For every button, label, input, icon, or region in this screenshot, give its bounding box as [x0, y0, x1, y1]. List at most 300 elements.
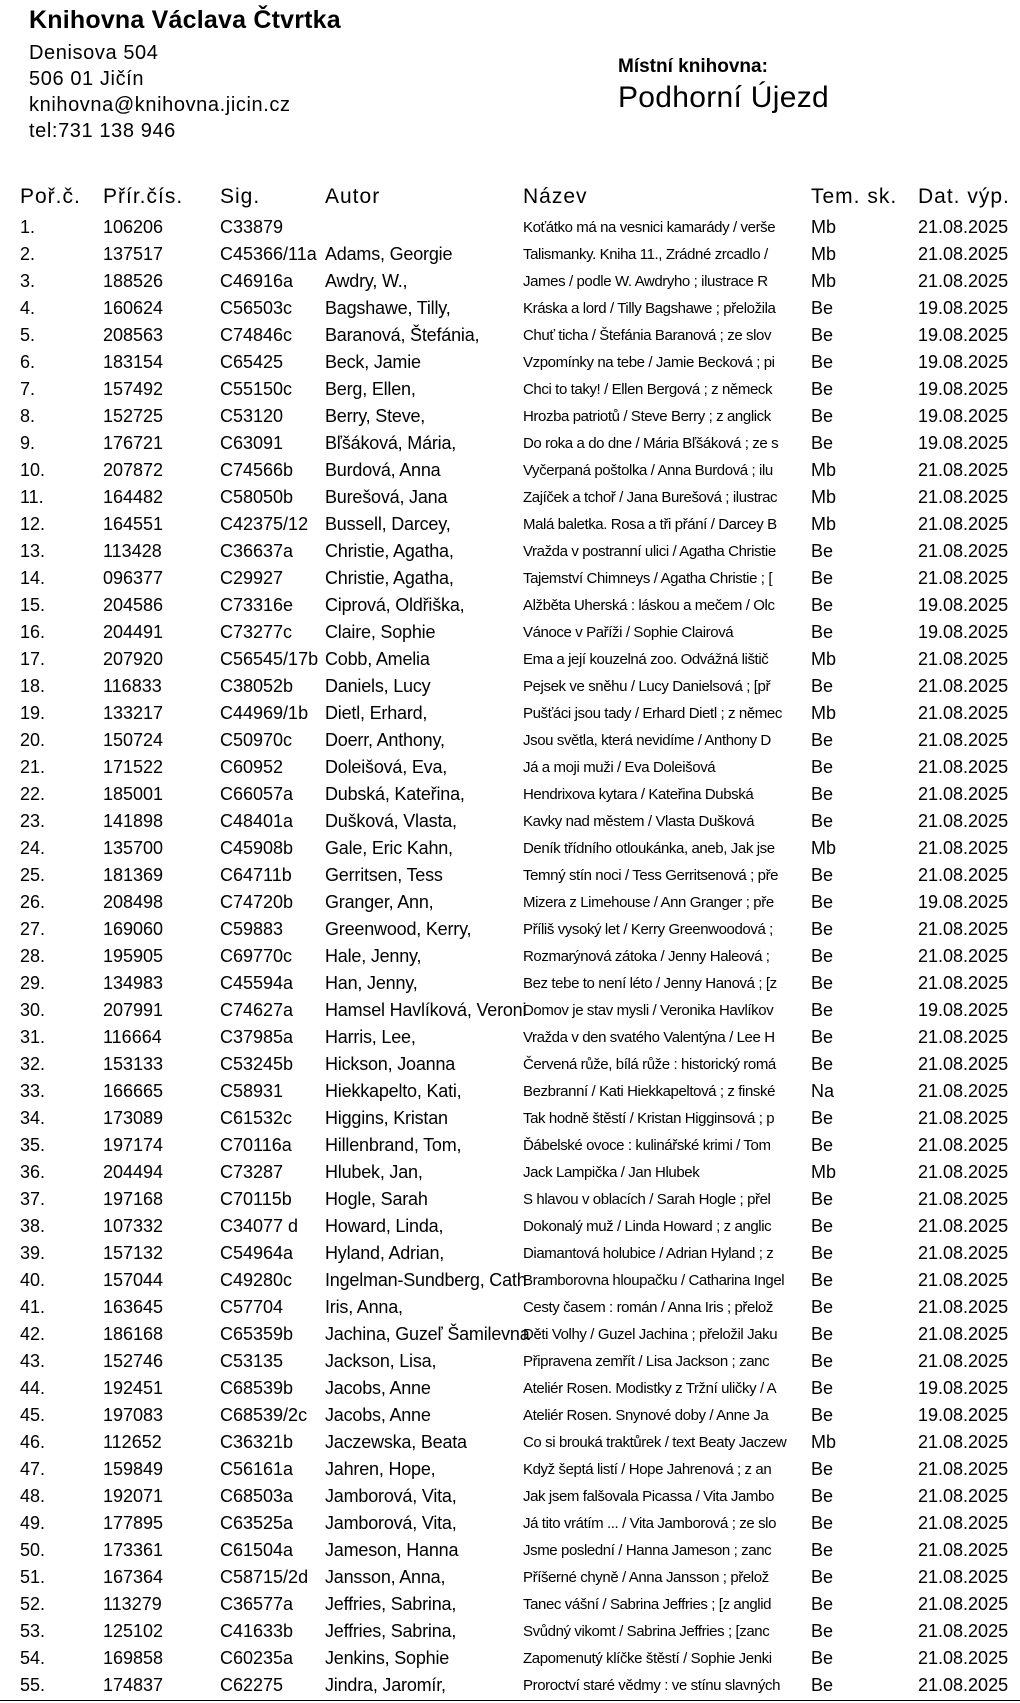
table-row — [0, 1430, 1020, 1457]
cell-pricis: 208563 — [103, 325, 164, 345]
cell-temsk: Be — [811, 865, 834, 885]
cell-nazev: Pušťáci jsou tady / Erhard Dietl ; z němec — [523, 705, 782, 722]
cell-porc: 40. — [20, 1270, 46, 1290]
cell-temsk: Na — [811, 1081, 835, 1101]
cell-temsk: Be — [811, 919, 834, 939]
cell-pricis: 192451 — [103, 1378, 164, 1398]
cell-temsk: Mb — [811, 1432, 837, 1452]
col-header-sig: Sig. — [220, 185, 261, 208]
cell-datvyp: 21.08.2025 — [918, 1108, 1009, 1128]
table-row — [0, 323, 1020, 350]
cell-nazev: Pejsek ve sněhu / Lucy Danielsová ; [př — [523, 678, 771, 695]
cell-pricis: 207920 — [103, 649, 164, 669]
cell-autor: Jackson, Lisa, — [325, 1351, 437, 1371]
cell-nazev: Diamantová holubice / Adrian Hyland ; z — [523, 1245, 774, 1262]
cell-datvyp: 21.08.2025 — [918, 1513, 1009, 1533]
cell-autor: Burešová, Jana — [325, 487, 448, 507]
cell-nazev: Domov je stav mysli / Veronika Havlíkov — [523, 1002, 774, 1019]
table-row — [0, 593, 1020, 620]
cell-temsk: Be — [811, 406, 834, 426]
table-row — [0, 269, 1020, 296]
cell-sig: C29927 — [220, 568, 284, 588]
cell-sig: C63525a — [220, 1513, 294, 1533]
cell-nazev: Malá baletka. Rosa a tři přání / Darcey B — [523, 516, 777, 533]
cell-sig: C57704 — [220, 1297, 284, 1317]
cell-sig: C68539/2c — [220, 1405, 308, 1425]
cell-porc: 51. — [20, 1567, 46, 1587]
cell-sig: C70116a — [220, 1135, 292, 1155]
table-row — [0, 1052, 1020, 1079]
cell-pricis: 113279 — [103, 1594, 162, 1614]
cell-temsk: Be — [811, 1513, 834, 1533]
cell-autor: Jachina, Guzeľ Šamilevna — [325, 1324, 530, 1344]
cell-porc: 54. — [20, 1648, 46, 1668]
cell-datvyp: 19.08.2025 — [918, 1378, 1009, 1398]
cell-porc: 25. — [20, 865, 46, 885]
cell-sig: C70115b — [220, 1189, 292, 1209]
cell-autor: Hillenbrand, Tom, — [325, 1135, 462, 1155]
table-row — [0, 998, 1020, 1025]
library-email: knihovna@knihovna.jicin.cz — [29, 94, 291, 116]
cell-pricis: 160624 — [103, 298, 164, 318]
cell-sig: C68503a — [220, 1486, 294, 1506]
cell-nazev: Kráska a lord / Tilly Bagshawe ; přeložila — [523, 300, 776, 317]
table-row — [0, 1403, 1020, 1430]
cell-temsk: Be — [811, 1540, 834, 1560]
cell-temsk: Mb — [811, 1162, 837, 1182]
cell-porc: 46. — [20, 1432, 46, 1452]
cell-sig: C62275 — [220, 1675, 284, 1695]
col-header-autor: Autor — [325, 185, 381, 208]
table-row — [0, 1457, 1020, 1484]
table-row — [0, 539, 1020, 566]
cell-pricis: 204494 — [103, 1162, 164, 1182]
cell-porc: 29. — [20, 973, 46, 993]
cell-porc: 3. — [20, 271, 36, 291]
table-row — [0, 863, 1020, 890]
cell-temsk: Be — [811, 325, 834, 345]
cell-porc: 16. — [20, 622, 46, 642]
cell-nazev: Ateliér Rosen. Modistky z Tržní uličky / A — [523, 1380, 777, 1397]
cell-sig: C61504a — [220, 1540, 294, 1560]
cell-nazev: Talismanky. Kniha 11., Zrádné zrcadlo / — [523, 246, 768, 263]
cell-porc: 17. — [20, 649, 46, 669]
cell-sig: C56503c — [220, 298, 293, 318]
table-row — [0, 971, 1020, 998]
cell-autor: Bussell, Darcey, — [325, 514, 451, 534]
cell-pricis: 197174 — [103, 1135, 164, 1155]
cell-datvyp: 21.08.2025 — [918, 676, 1009, 696]
table-row — [0, 1079, 1020, 1106]
cell-datvyp: 21.08.2025 — [918, 541, 1009, 561]
cell-pricis: 195905 — [103, 946, 164, 966]
cell-nazev: Zapomenutý klíčke štěstí / Sophie Jenki — [523, 1650, 772, 1667]
cell-sig: C59883 — [220, 919, 284, 939]
cell-nazev: Příšerné chyně / Anna Jansson ; přelož — [523, 1569, 769, 1586]
cell-sig: C53135 — [220, 1351, 284, 1371]
table-row — [0, 512, 1020, 539]
cell-pricis: 133217 — [103, 703, 164, 723]
table-row — [0, 728, 1020, 755]
cell-porc: 10. — [20, 460, 46, 480]
cell-sig: C44969/1b — [220, 703, 309, 723]
cell-sig: C34077 d — [220, 1216, 299, 1236]
table-row — [0, 1214, 1020, 1241]
cell-nazev: Deník třídního otloukánka, aneb, Jak jse — [523, 840, 775, 857]
cell-datvyp: 21.08.2025 — [918, 1054, 1009, 1074]
cell-datvyp: 21.08.2025 — [918, 1162, 1009, 1182]
cell-porc: 50. — [20, 1540, 46, 1560]
cell-autor: Jamborová, Vita, — [325, 1513, 457, 1533]
cell-pricis: 208498 — [103, 892, 164, 912]
cell-sig: C73277c — [220, 622, 293, 642]
col-header-nazev: Název — [523, 185, 588, 208]
cell-sig: C55150c — [220, 379, 293, 399]
cell-datvyp: 21.08.2025 — [918, 649, 1009, 669]
cell-porc: 21. — [20, 757, 46, 777]
cell-autor: Berg, Ellen, — [325, 379, 416, 399]
cell-nazev: James / podle W. Awdryho ; ilustrace R — [523, 273, 768, 290]
cell-datvyp: 21.08.2025 — [918, 1135, 1009, 1155]
cell-autor: Baranová, Štefánia, — [325, 325, 480, 345]
cell-autor: Hiekkapelto, Kati, — [325, 1081, 462, 1101]
cell-porc: 19. — [20, 703, 46, 723]
cell-sig: C63091 — [220, 433, 284, 453]
cell-pricis: 096377 — [103, 568, 164, 588]
cell-sig: C36321b — [220, 1432, 294, 1452]
cell-nazev: Připravena zemřít / Lisa Jackson ; zanc — [523, 1353, 770, 1370]
cell-porc: 41. — [20, 1297, 46, 1317]
cell-sig: C46916a — [220, 271, 294, 291]
cell-temsk: Mb — [811, 271, 837, 291]
cell-pricis: 116833 — [103, 676, 162, 696]
cell-datvyp: 21.08.2025 — [918, 919, 1009, 939]
table-row — [0, 215, 1020, 242]
cell-nazev: Děti Volhy / Guzel Jachina ; přeložil Jaku — [523, 1326, 778, 1343]
loan-table-body — [0, 215, 1020, 1700]
cell-porc: 1. — [20, 217, 36, 237]
table-row — [0, 755, 1020, 782]
cell-nazev: Já a moji muži / Eva Doleišová — [523, 759, 716, 776]
cell-pricis: 135700 — [103, 838, 164, 858]
cell-nazev: Rozmarýnová zátoka / Jenny Haleová ; — [523, 948, 770, 965]
cell-temsk: Mb — [811, 838, 837, 858]
cell-autor: Hamsel Havlíková, Veroni — [325, 1000, 527, 1020]
table-row — [0, 1133, 1020, 1160]
cell-datvyp: 21.08.2025 — [918, 1297, 1009, 1317]
table-row — [0, 1511, 1020, 1538]
cell-datvyp: 21.08.2025 — [918, 1270, 1009, 1290]
cell-pricis: 137517 — [103, 244, 164, 264]
cell-datvyp: 21.08.2025 — [918, 568, 1009, 588]
cell-autor: Daniels, Lucy — [325, 676, 431, 696]
cell-sig: C41633b — [220, 1621, 294, 1641]
cell-autor: Berry, Steve, — [325, 406, 426, 426]
cell-nazev: S hlavou v oblacích / Sarah Hogle ; přel — [523, 1191, 771, 1208]
cell-autor: Dušková, Vlasta, — [325, 811, 457, 831]
cell-sig: C38052b — [220, 676, 294, 696]
cell-datvyp: 21.08.2025 — [918, 244, 1009, 264]
cell-nazev: Ema a její kouzelná zoo. Odvážná lištič — [523, 651, 769, 668]
cell-pricis: 186168 — [103, 1324, 164, 1344]
cell-temsk: Be — [811, 298, 834, 318]
cell-sig: C36577a — [220, 1594, 294, 1614]
cell-pricis: 188526 — [103, 271, 164, 291]
cell-sig: C54964a — [220, 1243, 294, 1263]
table-row — [0, 1106, 1020, 1133]
cell-temsk: Be — [811, 568, 834, 588]
cell-temsk: Mb — [811, 649, 837, 669]
cell-nazev: Jak jsem falšovala Picassa / Vita Jambo — [523, 1488, 774, 1505]
cell-nazev: Proroctví staré vědmy : ve stínu slavných — [523, 1677, 781, 1694]
cell-temsk: Be — [811, 1297, 834, 1317]
cell-temsk: Mb — [811, 703, 837, 723]
cell-autor: Howard, Linda, — [325, 1216, 444, 1236]
cell-porc: 18. — [20, 676, 46, 696]
cell-porc: 49. — [20, 1513, 46, 1533]
cell-nazev: Chuť ticha / Štefánia Baranová ; ze slov — [523, 327, 772, 344]
cell-temsk: Be — [811, 541, 834, 561]
cell-porc: 5. — [20, 325, 36, 345]
cell-sig: C33879 — [220, 217, 284, 237]
table-row — [0, 404, 1020, 431]
cell-nazev: Tajemství Chimneys / Agatha Christie ; [ — [523, 570, 773, 587]
cell-temsk: Be — [811, 1027, 834, 1047]
cell-nazev: Do roka a do dne / Mária Bľšáková ; ze s — [523, 435, 779, 452]
cell-temsk: Be — [811, 595, 834, 615]
cell-datvyp: 21.08.2025 — [918, 1324, 1009, 1344]
cell-datvyp: 21.08.2025 — [918, 757, 1009, 777]
table-row — [0, 1295, 1020, 1322]
cell-temsk: Be — [811, 946, 834, 966]
cell-pricis: 157044 — [103, 1270, 164, 1290]
cell-porc: 36. — [20, 1162, 46, 1182]
cell-autor: Dietl, Erhard, — [325, 703, 428, 723]
cell-datvyp: 19.08.2025 — [918, 325, 1009, 345]
cell-autor: Harris, Lee, — [325, 1027, 416, 1047]
cell-autor: Granger, Ann, — [325, 892, 434, 912]
cell-datvyp: 21.08.2025 — [918, 487, 1009, 507]
cell-sig: C73316e — [220, 595, 294, 615]
table-row — [0, 890, 1020, 917]
cell-autor: Adams, Georgie — [325, 244, 453, 264]
col-header-porc: Poř.č. — [20, 185, 81, 208]
cell-porc: 24. — [20, 838, 46, 858]
cell-porc: 42. — [20, 1324, 46, 1344]
cell-autor: Dubská, Kateřina, — [325, 784, 465, 804]
table-row — [0, 242, 1020, 269]
cell-autor: Jeffries, Sabrina, — [325, 1594, 457, 1614]
cell-porc: 20. — [20, 730, 46, 750]
cell-porc: 2. — [20, 244, 36, 264]
cell-sig: C37985a — [220, 1027, 294, 1047]
cell-sig: C45908b — [220, 838, 294, 858]
cell-nazev: Jsou světla, která nevidíme / Anthony D — [523, 732, 771, 749]
col-header-datvyp: Dat. výp. — [918, 185, 1010, 208]
cell-pricis: 134983 — [103, 973, 164, 993]
cell-datvyp: 21.08.2025 — [918, 1540, 1009, 1560]
cell-autor: Awdry, W., — [325, 271, 408, 291]
cell-porc: 14. — [20, 568, 46, 588]
cell-nazev: Když šeptá listí / Hope Jahrenová ; z an — [523, 1461, 772, 1478]
cell-autor: Hogle, Sarah — [325, 1189, 428, 1209]
cell-sig: C68539b — [220, 1378, 294, 1398]
table-row — [0, 809, 1020, 836]
table-row — [0, 1619, 1020, 1646]
cell-temsk: Be — [811, 757, 834, 777]
table-row — [0, 836, 1020, 863]
cell-temsk: Be — [811, 1594, 834, 1614]
cell-porc: 22. — [20, 784, 46, 804]
cell-autor: Higgins, Kristan — [325, 1108, 448, 1128]
cell-porc: 31. — [20, 1027, 46, 1047]
cell-pricis: 169060 — [103, 919, 164, 939]
cell-pricis: 141898 — [103, 811, 164, 831]
cell-sig: C56545/17b — [220, 649, 319, 669]
cell-nazev: Tak hodně štěstí / Kristan Higginsová ; p — [523, 1110, 775, 1127]
cell-autor: Jindra, Jaromír, — [325, 1675, 446, 1695]
cell-nazev: Vánoce v Paříži / Sophie Clairová — [523, 624, 734, 641]
cell-temsk: Be — [811, 1486, 834, 1506]
table-row — [0, 674, 1020, 701]
table-row — [0, 566, 1020, 593]
cell-sig: C58715/2d — [220, 1567, 309, 1587]
cell-datvyp: 21.08.2025 — [918, 514, 1009, 534]
cell-datvyp: 19.08.2025 — [918, 433, 1009, 453]
cell-pricis: 173089 — [103, 1108, 164, 1128]
cell-sig: C60235a — [220, 1648, 294, 1668]
cell-datvyp: 21.08.2025 — [918, 1567, 1009, 1587]
cell-autor: Hyland, Adrian, — [325, 1243, 445, 1263]
table-row — [0, 782, 1020, 809]
cell-datvyp: 21.08.2025 — [918, 1081, 1009, 1101]
table-row — [0, 1025, 1020, 1052]
cell-pricis: 174837 — [103, 1675, 164, 1695]
cell-sig: C42375/12 — [220, 514, 309, 534]
cell-pricis: 173361 — [103, 1540, 164, 1560]
cell-porc: 34. — [20, 1108, 46, 1128]
cell-datvyp: 19.08.2025 — [918, 1405, 1009, 1425]
cell-temsk: Be — [811, 1270, 834, 1290]
cell-autor: Greenwood, Kerry, — [325, 919, 472, 939]
cell-porc: 8. — [20, 406, 36, 426]
cell-sig: C60952 — [220, 757, 284, 777]
table-row — [0, 350, 1020, 377]
cell-datvyp: 19.08.2025 — [918, 352, 1009, 372]
cell-pricis: 181369 — [103, 865, 164, 885]
cell-pricis: 176721 — [103, 433, 164, 453]
cell-nazev: Vyčerpaná poštolka / Anna Burdová ; ilu — [523, 462, 773, 479]
cell-sig: C56161a — [220, 1459, 294, 1479]
cell-sig: C58931 — [220, 1081, 284, 1101]
table-row — [0, 1538, 1020, 1565]
cell-sig: C58050b — [220, 487, 294, 507]
cell-datvyp: 21.08.2025 — [918, 1648, 1009, 1668]
cell-nazev: Ďábelské ovoce : kulinářské krimi / Tom — [523, 1137, 771, 1154]
cell-sig: C74627a — [220, 1000, 294, 1020]
table-row — [0, 1592, 1020, 1619]
cell-temsk: Be — [811, 1243, 834, 1263]
cell-autor: Doleišová, Eva, — [325, 757, 448, 777]
cell-nazev: Bezbranní / Kati Hiekkapeltová ; z finské — [523, 1083, 776, 1100]
cell-pricis: 204586 — [103, 595, 164, 615]
table-row — [0, 1322, 1020, 1349]
cell-datvyp: 21.08.2025 — [918, 784, 1009, 804]
cell-autor: Bagshawe, Tilly, — [325, 298, 451, 318]
cell-datvyp: 21.08.2025 — [918, 271, 1009, 291]
cell-porc: 39. — [20, 1243, 46, 1263]
cell-pricis: 185001 — [103, 784, 164, 804]
table-row — [0, 647, 1020, 674]
cell-porc: 27. — [20, 919, 46, 939]
cell-porc: 48. — [20, 1486, 46, 1506]
cell-nazev: Mizera z Limehouse / Ann Granger ; pře — [523, 894, 774, 911]
cell-sig: C73287 — [220, 1162, 284, 1182]
cell-pricis: 157132 — [103, 1243, 164, 1263]
cell-pricis: 192071 — [103, 1486, 164, 1506]
cell-autor: Hickson, Joanna — [325, 1054, 456, 1074]
cell-porc: 15. — [20, 595, 46, 615]
table-row — [0, 1160, 1020, 1187]
col-header-pricis: Přír.čís. — [103, 185, 184, 208]
cell-datvyp: 21.08.2025 — [918, 1675, 1009, 1695]
cell-temsk: Mb — [811, 217, 837, 237]
cell-autor: Ciprová, Oldřiška, — [325, 595, 465, 615]
cell-datvyp: 21.08.2025 — [918, 838, 1009, 858]
cell-datvyp: 21.08.2025 — [918, 865, 1009, 885]
table-row — [0, 1349, 1020, 1376]
cell-pricis: 171522 — [103, 757, 164, 777]
cell-nazev: Co si brouká traktůrek / text Beaty Jaczew — [523, 1434, 787, 1451]
cell-temsk: Be — [811, 1135, 834, 1155]
cell-datvyp: 21.08.2025 — [918, 1594, 1009, 1614]
cell-nazev: Bez tebe to není léto / Jenny Hanová ; [z — [523, 975, 777, 992]
cell-datvyp: 21.08.2025 — [918, 730, 1009, 750]
cell-temsk: Be — [811, 1216, 834, 1236]
cell-temsk: Be — [811, 1621, 834, 1641]
branch-name: Podhorní Újezd — [618, 81, 829, 114]
cell-porc: 26. — [20, 892, 46, 912]
cell-sig: C61532c — [220, 1108, 293, 1128]
cell-temsk: Mb — [811, 460, 837, 480]
cell-autor: Han, Jenny, — [325, 973, 418, 993]
cell-porc: 28. — [20, 946, 46, 966]
table-row — [0, 458, 1020, 485]
cell-nazev: Svůdný vikomt / Sabrina Jeffries ; [zanc — [523, 1623, 770, 1640]
cell-temsk: Be — [811, 730, 834, 750]
cell-nazev: Chci to taky! / Ellen Bergová ; z německ — [523, 381, 773, 398]
cell-autor: Beck, Jamie — [325, 352, 421, 372]
cell-nazev: Hrozba patriotů / Steve Berry ; z anglick — [523, 408, 771, 425]
cell-sig: C49280c — [220, 1270, 293, 1290]
cell-porc: 12. — [20, 514, 46, 534]
cell-nazev: Dokonalý muž / Linda Howard ; z anglic — [523, 1218, 772, 1235]
cell-pricis: 197168 — [103, 1189, 164, 1209]
table-row — [0, 1376, 1020, 1403]
cell-sig: C69770c — [220, 946, 293, 966]
cell-autor: Jansson, Anna, — [325, 1567, 446, 1587]
cell-temsk: Be — [811, 1648, 834, 1668]
cell-pricis: 204491 — [103, 622, 164, 642]
table-row — [0, 917, 1020, 944]
cell-nazev: Vzpomínky na tebe / Jamie Becková ; pi — [523, 354, 775, 371]
table-header — [0, 185, 1020, 211]
cell-datvyp: 21.08.2025 — [918, 1486, 1009, 1506]
cell-temsk: Be — [811, 811, 834, 831]
cell-porc: 11. — [20, 487, 44, 507]
cell-pricis: 177895 — [103, 1513, 164, 1533]
cell-porc: 35. — [20, 1135, 46, 1155]
